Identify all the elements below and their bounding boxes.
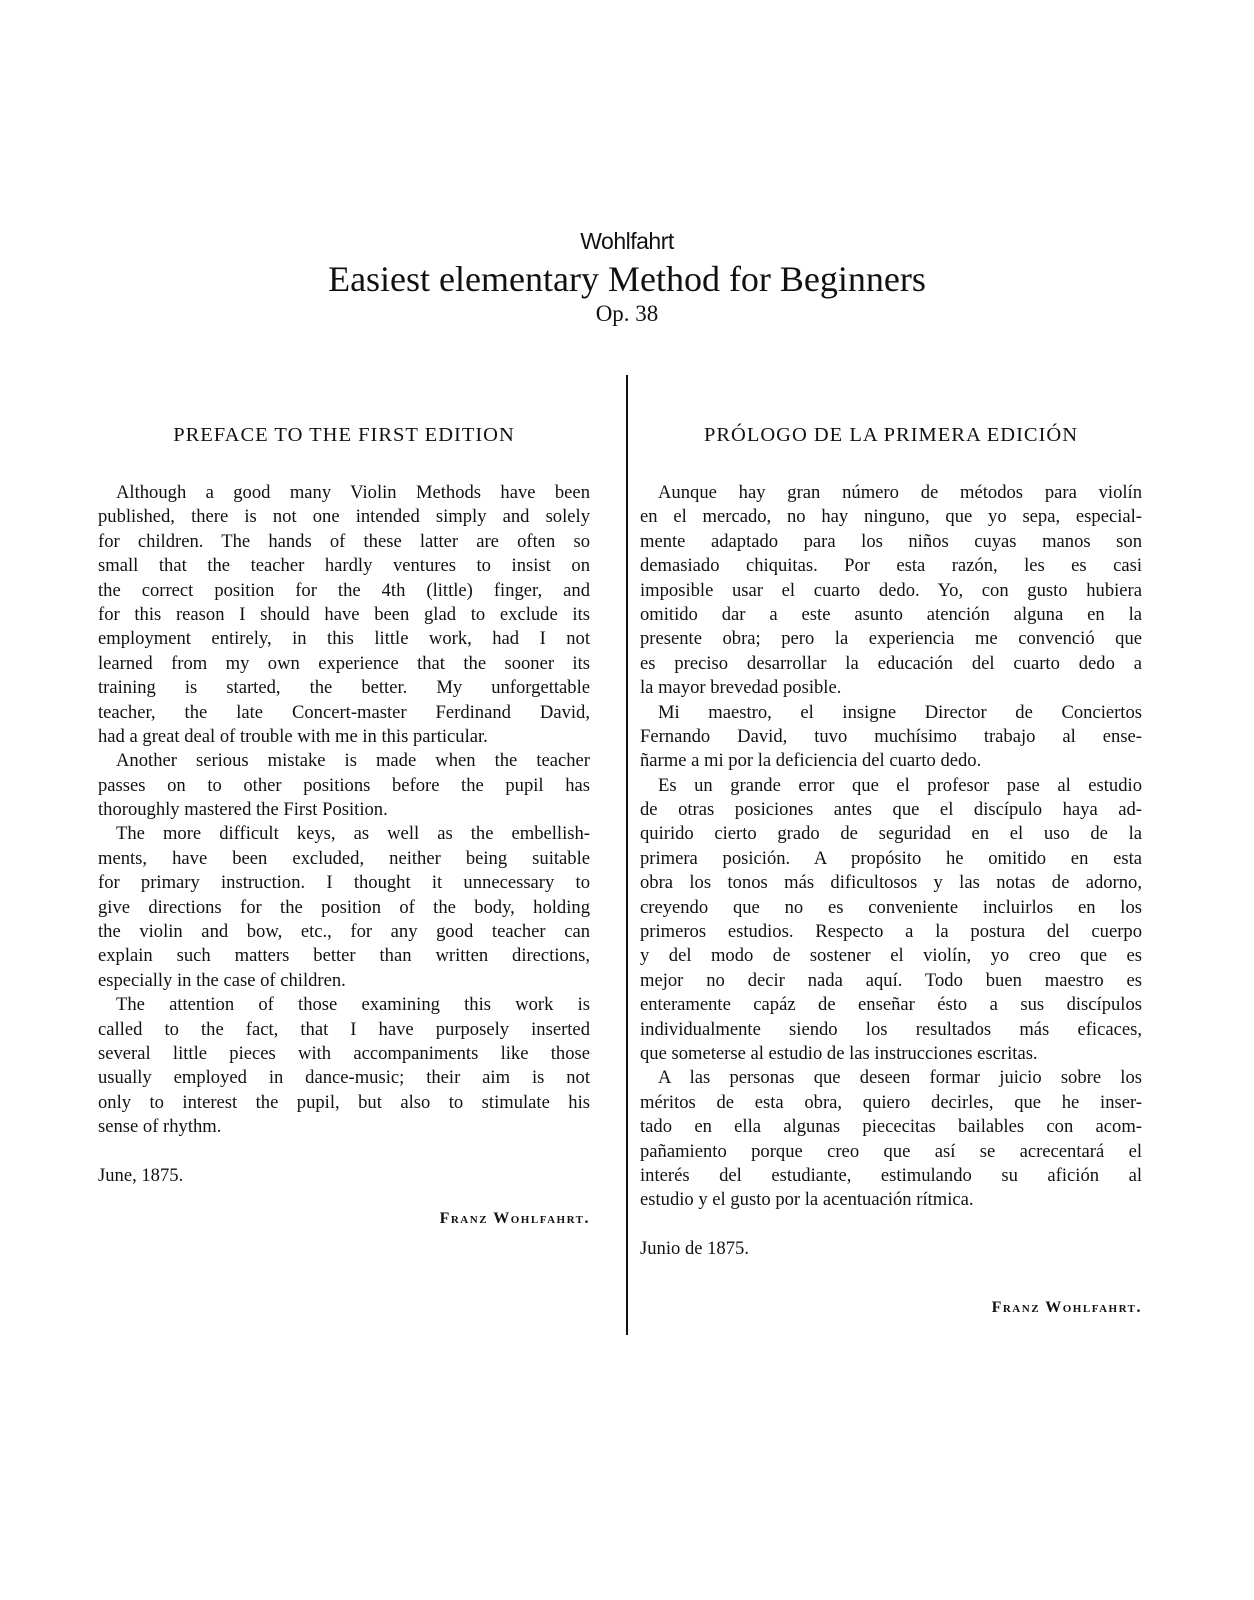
text-line: teacher, the late Concert-master Ferdinand David, [98,701,590,723]
text-line: explain such matters better than written directions, [98,945,590,967]
text-line: demasiado chiquitas. Por esta razón, les es casi [640,555,1142,577]
text-line: la mayor brevedad posible. [640,677,842,699]
text-line: que someterse al estudio de las instrucciones escritas. [640,1042,1038,1064]
text-line: creyendo que no es conveniente incluirlos en los [640,896,1142,918]
text-line: y del modo de sostener el violín, yo creo que es [640,945,1142,967]
prologo-heading: PRÓLOGO DE LA PRIMERA EDICIÓN [703,424,1079,446]
page-title: Easiest elementary Method for Beginners [328,259,926,299]
text-line: interés del estudiante, estimulando su afición al [640,1164,1142,1186]
preface-heading: PREFACE TO THE FIRST EDITION [173,424,515,446]
text-line: Es un grande error que el profesor pase al estudio [658,774,1142,796]
preface-date: June, 1875. [98,1164,184,1186]
text-line: primera posición. A propósito he omitido en esta [640,847,1142,869]
text-line: for children. The hands of these latter are often so [98,530,590,552]
text-line: Another serious mistake is made when the teacher [116,750,590,772]
text-line: small that the teacher hardly ventures to insist on [98,555,590,577]
text-line: published, there is not one intended simply and solely [98,506,590,528]
text-line: thoroughly mastered the First Position. [98,799,388,821]
text-line: especially in the case of children. [98,969,346,991]
text-line: individualmente siendo los resultados más eficaces, [640,1018,1142,1040]
text-line: en el mercado, no hay ninguno, que yo sepa, especial- [640,506,1142,528]
text-line: Fernando David, tuvo muchísimo trabajo al ense- [640,725,1142,747]
text-line: ñarme a mi por la deficiencia del cuarto dedo. [640,750,982,772]
text-line: learned from my own experience that the sooner its [98,652,590,674]
text-line: passes on to other positions before the pupil has [98,774,590,796]
column-divider [626,375,628,1335]
text-line: had a great deal of trouble with me in this particular. [98,725,488,747]
composer-name: Wohlfahrt [580,228,674,254]
text-line: The attention of those examining this work is [116,994,590,1016]
text-line: give directions for the position of the body, holding [98,896,590,918]
text-line: the correct position for the 4th (little) finger, and [98,579,590,601]
text-line: presente obra; pero la experiencia me convenció que [640,628,1142,650]
text-line: es preciso desarrollar la educación del cuarto dedo a [640,652,1142,674]
text-line: de otras posiciones antes que el discípulo haya ad- [640,799,1142,821]
prologo-signature: Franz Wohlfahrt. [991,1299,1142,1317]
text-line: Aunque hay gran número de métodos para violín [658,482,1142,503]
preface-signature: Franz Wohlfahrt. [439,1209,590,1227]
text-line: The more difficult keys, as well as the embellish- [116,823,590,845]
text-line: for primary instruction. I thought it unnecessary to [98,872,590,894]
prologo-date: Junio de 1875. [640,1237,749,1259]
text-line: mejor no decir nada aquí. Todo buen maestro es [640,969,1142,991]
text-line: only to interest the pupil, but also to stimulate his [98,1091,590,1113]
text-line: employment entirely, in this little work, had I not [98,628,590,650]
text-line: méritos de esta obra, quiero decirles, que he inser- [640,1091,1142,1113]
text-line: Although a good many Violin Methods have been [116,482,590,503]
text-line: the violin and bow, etc., for any good teacher can [98,921,590,943]
text-line: primeros estudios. Respecto a la postura del cuerpo [640,921,1142,943]
text-line: tado en ella algunas piececitas bailables con acom- [640,1116,1142,1138]
text-line: pañamiento porque creo que así se acrecentará el [640,1140,1142,1162]
text-line: several little pieces with accompaniments like those [98,1042,590,1064]
text-line: ments, have been excluded, neither being suitable [98,847,590,869]
text-line: quirido cierto grado de seguridad en el uso de la [640,823,1142,845]
text-line: training is started, the better. My unforgettable [98,677,590,699]
text-line: mente adaptado para los niños cuyas manos son [640,530,1142,552]
preface-spanish [640,420,1142,1317]
text-line: for this reason I should have been glad to exclude its [98,603,590,625]
text-line: enteramente capáz de enseñar ésto a sus discípulos [640,994,1142,1016]
text-line: Mi maestro, el insigne Director de Conciertos [658,701,1142,723]
prologo-body [640,481,1142,1213]
text-line: estudio y el gusto por la acentuación rítmica. [640,1189,974,1211]
opus-number: Op. 38 [595,301,659,326]
preface-body [98,481,590,1140]
text-line: usually employed in dance-music; their aim is not [98,1067,590,1089]
text-line: sense of rhythm. [98,1116,222,1138]
text-line: obra los tonos más dificultosos y las notas de adorno, [640,872,1142,894]
text-line: imposible usar el cuarto dedo. Yo, con gusto hubiera [640,579,1142,601]
text-line: omitido dar a este asunto atención alguna en la [640,603,1142,625]
preface-english [98,420,590,1228]
text-line: called to the fact, that I have purposely inserted [98,1018,590,1040]
text-line: A las personas que deseen formar juicio sobre los [658,1067,1142,1089]
